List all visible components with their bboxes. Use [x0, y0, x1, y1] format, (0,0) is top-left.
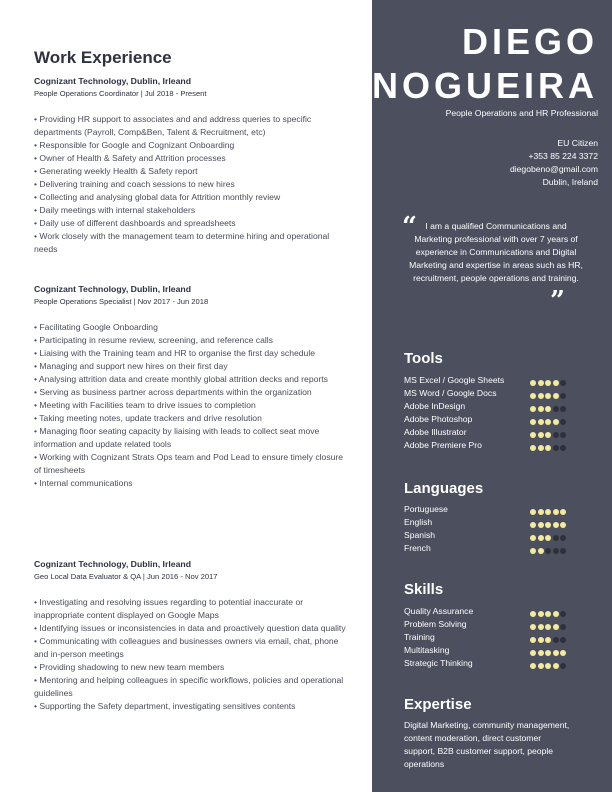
tools-list	[404, 374, 580, 452]
job-bullet: • Delivering training and coach sessions to new hires	[34, 179, 235, 189]
rating-dot-filled	[553, 650, 559, 656]
rating-dot-filled	[545, 419, 551, 425]
rating-dot-filled	[545, 393, 551, 399]
rating-dot-filled	[530, 611, 536, 617]
rating-dot-filled	[538, 445, 544, 451]
rating-dot-filled	[545, 624, 551, 630]
job-bullet: • Meeting with Facilities team to drive issues to completion	[34, 400, 256, 410]
language-item	[404, 503, 580, 516]
rating-dot-empty	[560, 380, 566, 386]
skill-label: Problem Solving	[404, 619, 467, 629]
rating-dot-filled	[553, 393, 559, 399]
rating-dots	[530, 377, 568, 383]
job-bullet: • Daily use of different dashboards and spreadsheets	[34, 218, 236, 228]
rating-dot-filled	[538, 624, 544, 630]
job-bullet: • Working with Cognizant Strats Ops team and Pod Lead to ensure timely closure of timesheets	[34, 452, 344, 475]
skill-item	[404, 644, 580, 657]
job-entry	[34, 75, 352, 256]
tool-label: Adobe Premiere Pro	[404, 440, 482, 450]
rating-dots	[530, 416, 568, 422]
job-company: Cognizant Technology, Dublin, Irleand	[34, 284, 192, 294]
phone-number: +353 85 224 3372	[528, 151, 598, 161]
rating-dot-filled	[530, 522, 536, 528]
rating-dot-filled	[538, 393, 544, 399]
rating-dot-empty	[560, 445, 566, 451]
tool-label: MS Word / Google Docs	[404, 388, 497, 398]
job-bullet: • Managing floor seating capacity by liaising with leads to collect seat move information and update related tools	[34, 426, 320, 449]
rating-dot-filled	[538, 509, 544, 515]
rating-dot-filled	[553, 380, 559, 386]
job-bullet: • Responsible for Google and Cognizant Onboarding	[34, 140, 235, 150]
rating-dot-filled	[530, 624, 536, 630]
job-role: Geo Local Data Evaluator & QA | Jun 2016 - Nov 2017	[34, 572, 218, 581]
rating-dots	[530, 545, 568, 551]
rating-dot-filled	[538, 637, 544, 643]
rating-dot-filled	[545, 380, 551, 386]
rating-dot-filled	[538, 522, 544, 528]
rating-dot-filled	[545, 611, 551, 617]
citizenship: EU Citizen	[557, 138, 598, 148]
job-bullet: • Mentoring and helping colleagues in specific workflows, policies and operational guidelines	[34, 675, 344, 698]
job-bullet: • Daily meetings with internal stakeholders	[34, 205, 196, 215]
job-bullet: • Analysing attrition data and create monthly global attrition decks and reports	[34, 374, 328, 384]
rating-dot-empty	[553, 637, 559, 643]
job-bullet: • Providing shadowing to new new team members	[34, 662, 225, 672]
job-bullet: • Investigating and resolving issues regarding to potential inaccurate or inappropriate content displayed on Google Maps	[34, 597, 304, 620]
job-bullet: • Communicating with colleagues and businesses owners via email, chat, phone and in-person meetings	[34, 636, 339, 659]
tool-label: Adobe InDesign	[404, 401, 466, 411]
rating-dot-filled	[538, 406, 544, 412]
rating-dot-filled	[545, 432, 551, 438]
tools-heading: Tools	[404, 350, 443, 367]
job-bullet: • Liaising with the Training team and HR to organise the first day schedule	[34, 348, 316, 358]
tool-item	[404, 374, 580, 387]
skill-item	[404, 618, 580, 631]
job-bullet: • Owner of Health & Safety and Attrition processes	[34, 153, 226, 163]
rating-dot-filled	[553, 624, 559, 630]
rating-dot-filled	[538, 611, 544, 617]
tool-label: Adobe Illustrator	[404, 427, 467, 437]
job-company: Cognizant Technology, Dublin, Irleand	[34, 76, 192, 86]
rating-dot-empty	[553, 548, 559, 554]
skill-label: Training	[404, 632, 435, 642]
rating-dot-filled	[553, 509, 559, 515]
language-item	[404, 529, 580, 542]
rating-dot-filled	[545, 535, 551, 541]
job-bullet: • Work closely with the management team to determine hiring and operational needs	[34, 231, 330, 254]
rating-dots	[530, 660, 568, 666]
skills-heading: Skills	[404, 581, 444, 598]
rating-dots	[530, 532, 568, 538]
first-name: DIEGO	[461, 21, 598, 62]
language-item	[404, 542, 580, 555]
rating-dot-filled	[530, 432, 536, 438]
contact-info	[510, 137, 598, 189]
rating-dot-filled	[545, 663, 551, 669]
rating-dots	[530, 403, 568, 409]
rating-dots	[530, 390, 568, 396]
rating-dot-empty	[560, 611, 566, 617]
job-role: People Operations Specialist | Nov 2017 - Jun 2018	[34, 297, 209, 306]
job-role: People Operations Coordinator | Jul 2018 - Present	[34, 89, 207, 98]
job-bullet: • Participating in resume review, screening, and reference calls	[34, 335, 273, 345]
rating-dot-filled	[530, 509, 536, 515]
rating-dot-empty	[560, 535, 566, 541]
location: Dublin, Ireland	[542, 177, 598, 187]
job-bullet: • Taking meeting notes, update trackers and drive resolution	[34, 413, 262, 423]
rating-dot-filled	[545, 509, 551, 515]
rating-dot-filled	[538, 419, 544, 425]
skill-label: Quality Assurance	[404, 606, 474, 616]
skill-item	[404, 605, 580, 618]
language-label: Portuguese	[404, 504, 448, 514]
language-label: English	[404, 517, 433, 527]
job-bullets	[34, 113, 352, 256]
rating-dot-filled	[530, 419, 536, 425]
professional-title: People Operations and HR Professional	[445, 108, 598, 118]
rating-dot-filled	[560, 509, 566, 515]
rating-dot-filled	[530, 406, 536, 412]
languages-heading: Languages	[404, 480, 484, 497]
skills-list	[404, 605, 580, 670]
rating-dots	[530, 634, 568, 640]
rating-dot-filled	[530, 548, 536, 554]
job-company: Cognizant Technology, Dublin, Irleand	[34, 559, 192, 569]
skill-label: Strategic Thinking	[404, 658, 473, 668]
rating-dots	[530, 429, 568, 435]
profile-summary: I am a qualified Communications and Marketing professional with over 7 years of experience in Communications and Digital Marketing and expertise in areas such as HR, recruitment, people operations and training.	[409, 221, 583, 283]
rating-dot-filled	[545, 522, 551, 528]
rating-dot-empty	[560, 432, 566, 438]
rating-dot-filled	[538, 663, 544, 669]
rating-dot-empty	[553, 432, 559, 438]
job-bullet: • Serving as business partner across departments within the organization	[34, 387, 312, 397]
languages-list	[404, 503, 580, 555]
tool-label: MS Excel / Google Sheets	[404, 375, 505, 385]
rating-dot-filled	[553, 663, 559, 669]
rating-dot-filled	[530, 650, 536, 656]
rating-dot-empty	[560, 663, 566, 669]
rating-dot-empty	[560, 637, 566, 643]
rating-dots	[530, 519, 568, 525]
rating-dot-filled	[553, 419, 559, 425]
rating-dot-filled	[538, 432, 544, 438]
rating-dot-filled	[545, 637, 551, 643]
rating-dot-empty	[553, 406, 559, 412]
work-experience-heading: Work Experience	[34, 48, 172, 67]
rating-dots	[530, 621, 568, 627]
rating-dot-filled	[530, 663, 536, 669]
job-bullet: • Managing and support new hires on their first day	[34, 361, 228, 371]
rating-dot-empty	[553, 445, 559, 451]
language-item	[404, 516, 580, 529]
email-address: diegobeno@gmail.com	[509, 164, 598, 174]
job-bullets	[34, 321, 352, 490]
rating-dot-filled	[553, 611, 559, 617]
rating-dot-filled	[560, 522, 566, 528]
job-bullet: • Supporting the Safety department, investigating sensitives contents	[34, 701, 296, 711]
rating-dot-filled	[530, 637, 536, 643]
rating-dot-filled	[553, 522, 559, 528]
rating-dot-empty	[560, 624, 566, 630]
rating-dot-filled	[538, 548, 544, 554]
job-bullet: • Identifying issues or inconsistencies in data and proactively question data quality	[34, 623, 346, 633]
close-quote-icon: ”	[550, 286, 565, 316]
language-label: French	[404, 543, 431, 553]
rating-dot-empty	[560, 548, 566, 554]
tool-item	[404, 413, 580, 426]
tool-item	[404, 387, 580, 400]
expertise-text: Digital Marketing, community management, content moderation, direct customer support, B2B customer support, people operations	[404, 720, 570, 769]
last-name: NOGUEIRA	[372, 65, 599, 106]
tool-label: Adobe Photoshop	[404, 414, 473, 424]
skill-item	[404, 631, 580, 644]
rating-dot-filled	[545, 650, 551, 656]
rating-dot-filled	[560, 650, 566, 656]
rating-dot-empty	[553, 535, 559, 541]
job-bullet: • Facilitating Google Onboarding	[34, 322, 158, 332]
job-entry	[34, 283, 352, 490]
job-bullet: • Internal communications	[34, 478, 133, 488]
job-bullet: • Providing HR support to associates and and address queries to specific departments (Payroll, Comp&Ben, Talent & Recruitment, etc)	[34, 114, 312, 137]
rating-dot-empty	[560, 406, 566, 412]
rating-dot-filled	[538, 380, 544, 386]
rating-dot-filled	[538, 535, 544, 541]
job-bullets	[34, 596, 352, 713]
tool-item	[404, 439, 580, 452]
rating-dots	[530, 442, 568, 448]
open-quote-icon: “	[402, 212, 417, 242]
tool-item	[404, 400, 580, 413]
sidebar	[372, 0, 612, 792]
rating-dot-filled	[545, 445, 551, 451]
rating-dot-filled	[545, 406, 551, 412]
rating-dots	[530, 608, 568, 614]
rating-dots	[530, 506, 568, 512]
rating-dot-empty	[560, 393, 566, 399]
rating-dot-filled	[530, 393, 536, 399]
rating-dot-filled	[530, 535, 536, 541]
job-entry	[34, 558, 352, 713]
language-label: Spanish	[404, 530, 436, 540]
rating-dot-filled	[538, 650, 544, 656]
job-bullet: • Generating weekly Health & Safety report	[34, 166, 198, 176]
rating-dot-empty	[545, 548, 551, 554]
rating-dots	[530, 647, 568, 653]
rating-dot-filled	[530, 380, 536, 386]
rating-dot-filled	[530, 445, 536, 451]
skill-label: Multitasking	[404, 645, 450, 655]
expertise-heading: Expertise	[404, 696, 472, 713]
tool-item	[404, 426, 580, 439]
rating-dot-empty	[560, 419, 566, 425]
skill-item	[404, 657, 580, 670]
job-bullet: • Collecting and analysing global data for Attrition monthly review	[34, 192, 281, 202]
